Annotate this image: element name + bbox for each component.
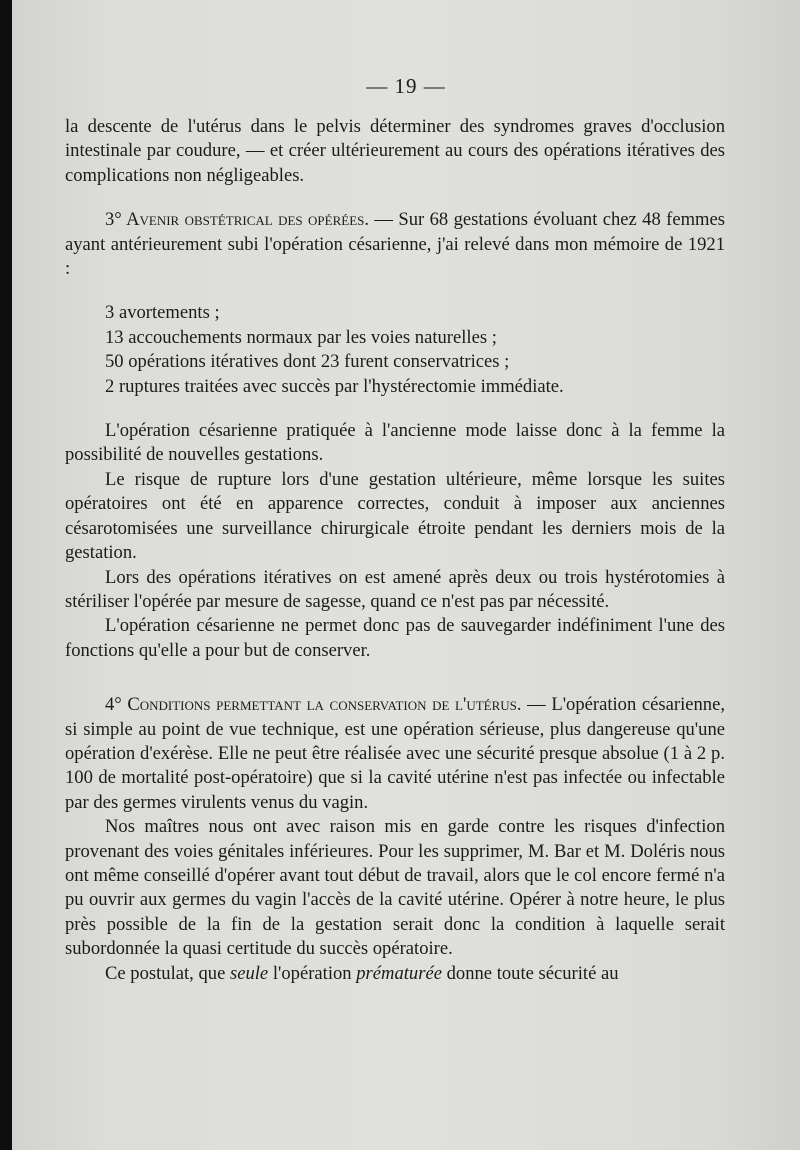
section-3-text: — Sur 68 gestations évoluant chez 48 femmes ayant antérieurement subi l'opération césarienne, j'ai relevé dans mon mémoire de 1921 :	[65, 209, 726, 280]
section-4-text: — L'opération césarienne, si simple au point de vue technique, est une opération sérieuse, plus dangereuse qu'une opération d'exérèse. Elle ne peut être réalisée avec une sécurité presque absolue (1 à 2 p. 100 de mortalité post-opératoire) que si la cavité utérine n'est pas infectée ou infectable par des germes virulents venus du vagin.	[65, 694, 725, 813]
paragraph-6-part: l'opération	[268, 962, 357, 984]
section-3-paragraph	[65, 208, 725, 281]
list-item: 13 accouchements normaux par les voies naturelles ;	[105, 326, 497, 348]
paragraph-5: Nos maîtres nous ont avec raison mis en garde contre les risques d'infection provenant des voies génitales inférieures. Pour les supprimer, M. Bar et M. Doléris nous ont même conseillé d'opérer avant tout début de travail, alors que le col encore fermé n'a pu ouvrir aux germes du vagin l'accès de la cavité utérine. Opérer à notre heure, le plus près possible de la fin de la gestation serait donc la condition à laquelle serait subordonnée la quasi certitude du succès opératoire.	[65, 816, 725, 960]
section-4-heading: 4° Conditions permettant la conservation de l'utérus.	[105, 694, 522, 716]
outcomes-list	[105, 301, 725, 399]
section-4-paragraph	[65, 693, 725, 815]
section-3-heading: 3° Avenir obstétrical des opérées.	[105, 209, 370, 231]
intro-paragraph: la descente de l'utérus dans le pelvis déterminer des syndromes graves d'occlusion intestinale par coudure, — et créer ultérieurement au cours des opérations itératives des complications non négligeables.	[65, 116, 725, 186]
paragraph-6-part: donne toute sécurité au	[441, 962, 619, 984]
paragraph-6-part: Ce postulat, que	[105, 962, 230, 984]
paragraph-1: L'opération césarienne pratiquée à l'ancienne mode laisse donc à la femme la possibilité de nouvelles gestations.	[65, 420, 725, 466]
list-item: 3 avortements ;	[105, 302, 220, 324]
emphasis-prematuree: prématurée	[356, 962, 442, 984]
scanned-page	[12, 0, 800, 1150]
page-body	[65, 115, 725, 986]
page-number: — 19 —	[366, 74, 446, 98]
paragraph-3: Lors des opérations itératives on est amené après deux ou trois hystérotomies à stériliser l'opérée par mesure de sagesse, quand ce n'est pas par nécessité.	[65, 566, 725, 612]
paragraph-4: L'opération césarienne ne permet donc pas de sauvegarder indéfiniment l'une des fonctions qu'elle a pour but de conserver.	[65, 615, 725, 661]
list-item: 50 opérations itératives dont 23 furent conservatrices ;	[105, 351, 510, 373]
list-item: 2 ruptures traitées avec succès par l'hystérectomie immédiate.	[105, 375, 564, 397]
paragraph-2: Le risque de rupture lors d'une gestation ultérieure, même lorsque les suites opératoires ont été en apparence correctes, conduit à imposer aux anciennes césarotomisées une surveillance chirurgicale étroite pendant les derniers mois de la gestation.	[65, 468, 725, 564]
emphasis-seule: seule	[229, 962, 269, 984]
paragraph-6	[65, 962, 725, 986]
